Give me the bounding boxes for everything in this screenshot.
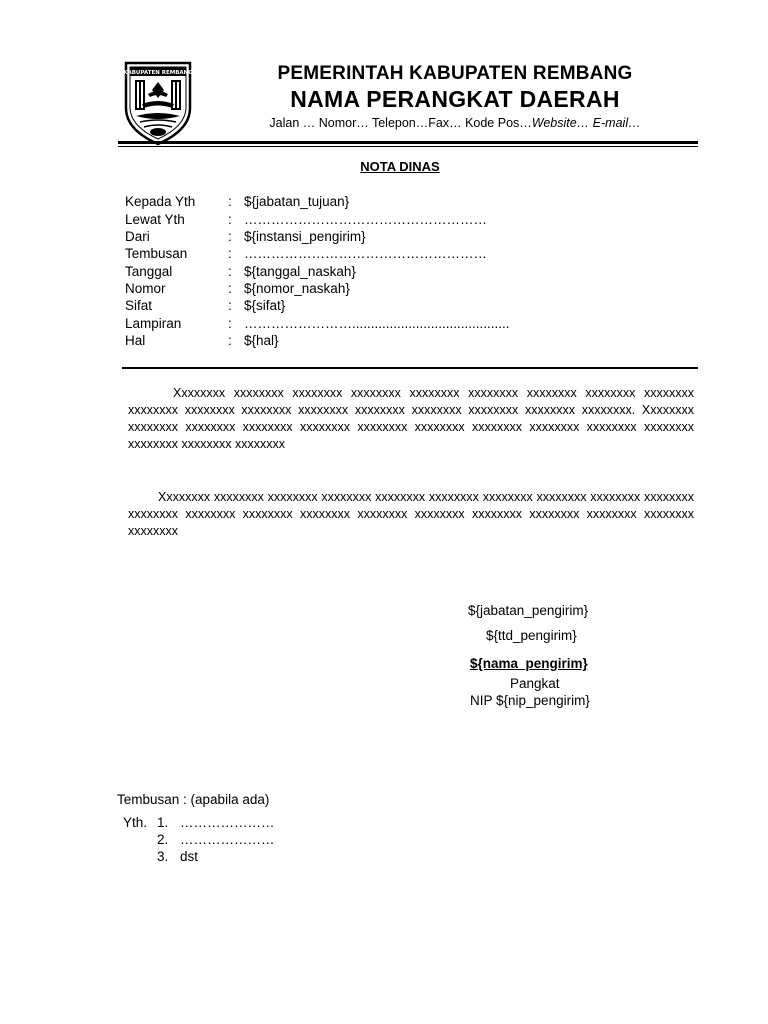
meta-value: ${sifat} <box>244 298 286 313</box>
tembusan-item-text: ………………… <box>180 815 275 830</box>
signature-name: ${nama_pengirim} <box>470 656 588 671</box>
tembusan-item-number: 3. <box>157 849 169 864</box>
meta-label: Nomor <box>125 281 166 296</box>
meta-value: ${instansi_pengirim} <box>244 229 366 244</box>
meta-label: Lampiran <box>125 316 182 331</box>
signature-rank: Pangkat <box>510 676 560 691</box>
signature-position: ${jabatan_pengirim} <box>468 603 589 618</box>
document-title: NOTA DINAS <box>360 159 440 174</box>
header-rule-thick <box>118 141 698 144</box>
meta-value: ……………………………………………… <box>244 212 487 227</box>
meta-label: Lewat Yth <box>125 212 185 227</box>
header-address <box>205 116 705 130</box>
meta-value: ……………………………………………… <box>244 246 487 261</box>
signature-nip: NIP ${nip_pengirim} <box>470 693 590 708</box>
meta-value: …………………….......................................... <box>244 316 510 331</box>
section-divider <box>122 367 698 369</box>
tembusan-item-number: 1. <box>157 815 169 830</box>
body-paragraph-1: Xxxxxxxx xxxxxxxx xxxxxxxx xxxxxxxx xxxxxxxx xxxxxxxx xxxxxxxx xxxxxxxx xxxxxxxx xxxxxxxx xxxxxxxx xxxxxxxx xxxxxxxx xxxxxxxx xxxxxxxx xxxxxxxx xxxxxxxx xxxxxxxx. Xxxxxxxx xxxxxxxx xxxxxxxx xxxxxxxx xxxxxxxx xxxxxxxx xxxxxxxx xxxxxxxx xxxxxxxx xxxxxxxx xxxxxxxx xxxxxxxx xxxxxxxx xxxxxxxx <box>128 386 694 452</box>
meta-value: ${hal} <box>244 333 279 348</box>
meta-colon: : <box>228 212 232 227</box>
kabupaten-rembang-logo <box>122 60 194 146</box>
meta-colon: : <box>228 298 232 313</box>
meta-label: Sifat <box>125 298 153 313</box>
tembusan-item-number: 2. <box>157 832 169 847</box>
meta-value: ${jabatan_tujuan} <box>244 194 350 209</box>
header-address-plain: Jalan … Nomor… Telepon…Fax… Kode Pos… <box>269 116 532 130</box>
meta-value: ${nomor_naskah} <box>244 281 350 296</box>
header-agency-name: NAMA PERANGKAT DAERAH <box>290 86 620 112</box>
meta-colon: : <box>228 333 232 348</box>
meta-colon: : <box>228 264 232 279</box>
meta-colon: : <box>228 194 232 209</box>
meta-label: Hal <box>125 333 146 348</box>
signature-ttd: ${ttd_pengirim} <box>486 628 577 643</box>
header-address-italic: Website… E-mail… <box>531 116 641 130</box>
body-paragraph-2: Xxxxxxxx xxxxxxxx xxxxxxxx xxxxxxxx xxxxxxxx xxxxxxxx xxxxxxxx xxxxxxxx xxxxxxxx xxxxxxxx xxxxxxxx xxxxxxxx xxxxxxxx xxxxxxxx xxxxxxxx xxxxxxxx xxxxxxxx xxxxxxxx xxxxxxxx xxxxxxxx xxxxxxxx <box>128 490 694 539</box>
svg-text:KABUPATEN REMBANG: KABUPATEN REMBANG <box>123 70 193 76</box>
meta-value: ${tanggal_naskah} <box>244 264 356 279</box>
meta-label: Tembusan <box>125 246 188 261</box>
meta-label: Tanggal <box>125 264 173 279</box>
meta-colon: : <box>228 281 232 296</box>
tembusan-item-text: dst <box>180 849 199 864</box>
meta-colon: : <box>228 246 232 261</box>
meta-colon: : <box>228 316 232 331</box>
meta-label: Dari <box>125 229 150 244</box>
header-government-name: PEMERINTAH KABUPATEN REMBANG <box>277 63 633 84</box>
meta-colon: : <box>228 229 232 244</box>
tembusan-prefix: Yth. <box>123 815 148 830</box>
meta-label: Kepada Yth <box>125 194 196 209</box>
tembusan-item-text: ………………… <box>180 832 275 847</box>
tembusan-heading: Tembusan : (apabila ada) <box>117 792 270 807</box>
header-rule-thin <box>118 146 698 147</box>
